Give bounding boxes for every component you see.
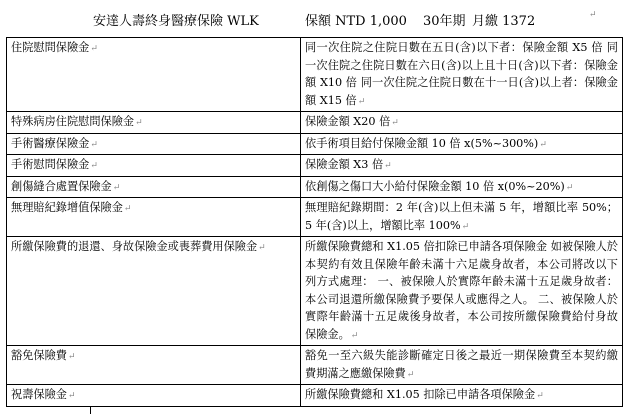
benefit-name-cell (7, 38, 301, 112)
benefit-name-cell (7, 385, 301, 407)
benefit-description: 同一次住院之住院日數在五日(含)以下者：保險金額 X5 倍 同一次住院之住院日數在六日(含)以上且十日(含)以下者：保險金額 X10 倍 同一次住院之住院日數在十一日(含)以上者：保險金額 X15 倍 (305, 41, 618, 107)
paragraph-mark-icon: ↵ (357, 96, 366, 107)
benefit-name: 特殊病房住院慰問保險金 (11, 115, 135, 128)
benefit-row (7, 155, 623, 177)
benefit-row (7, 112, 623, 134)
benefit-description: 保險金額 X3 倍 (305, 158, 384, 171)
benefit-description-cell (301, 38, 623, 112)
benefit-description-cell (301, 237, 623, 346)
benefit-description-cell (301, 155, 623, 177)
benefit-name-cell (7, 346, 301, 385)
paragraph-mark-icon: ↵ (391, 118, 399, 128)
monthly-premium: 月繳 1372 (472, 14, 536, 29)
benefit-description-cell (301, 385, 623, 407)
benefit-description: 所繳保險費總和 X1.05 倍扣除已申請各項保險金 如被保險人於本契約有效且保險年齡未滿十六足歲身故者，本公司將改以下列方式處理： 一、被保險人於實際年齡未滿十五足歲身故者：本公司退還所繳保險費予要保人或應得之人。 二、被保險人於實際年齡滿十五足歲後身故者，本公司按所繳保險費給付身故保險金。 (305, 240, 618, 341)
benefit-description-cell (301, 346, 623, 385)
plan-name: 安達人壽終身醫療保險 WLK (93, 14, 259, 29)
benefit-name-cell (7, 112, 301, 134)
benefit-row (7, 176, 623, 198)
paragraph-mark-icon: ↵ (536, 391, 544, 401)
benefit-name: 所繳保險費的退還、身故保險金或喪葬費用保險金 (11, 240, 258, 253)
benefit-row (7, 385, 623, 407)
benefit-name: 住院慰問保險金 (11, 41, 90, 54)
benefit-description-cell (301, 176, 623, 198)
paragraph-mark-icon: ↵ (67, 391, 76, 401)
benefit-description-cell (301, 112, 623, 134)
benefit-description: 依手術項目給付保險金額 10 倍 x(5%~300%) (305, 136, 539, 150)
benefit-row (7, 237, 623, 346)
paragraph-mark-icon: ↵ (461, 221, 470, 232)
benefit-name: 手術醫療保險金 (11, 136, 90, 150)
paragraph-mark-icon: ↵ (90, 139, 98, 150)
benefit-row (7, 133, 623, 155)
paragraph-mark-icon: ↵ (565, 182, 574, 193)
benefit-name-cell (7, 133, 301, 155)
benefit-description-cell (301, 133, 623, 155)
benefit-name-cell (7, 198, 301, 237)
benefit-name: 創傷縫合處置保險金 (11, 179, 112, 193)
benefit-description: 依創傷之傷口大小給付保險金額 10 倍 x(0%~20%) (305, 179, 565, 193)
benefit-name: 祝壽保險金 (11, 388, 67, 401)
text-cursor (90, 406, 91, 414)
paragraph-mark-icon: ↵ (112, 182, 121, 193)
benefit-row (7, 38, 623, 112)
paragraph-mark-icon: ↵ (90, 161, 98, 171)
benefit-row (7, 198, 623, 237)
paragraph-mark-icon: ↵ (135, 118, 143, 128)
benefits-table (6, 37, 623, 407)
benefit-description-cell (301, 198, 623, 237)
benefit-name: 無理賠紀錄增值保險金 (11, 201, 123, 214)
paragraph-mark-icon: ↵ (589, 10, 597, 20)
sum-insured: 保額 NTD 1,000 (305, 14, 407, 29)
benefit-name-cell (7, 176, 301, 198)
paragraph-mark-icon: ↵ (123, 204, 132, 214)
paragraph-mark-icon: ↵ (384, 161, 392, 171)
benefit-name: 豁免保險費 (11, 349, 67, 362)
benefit-name-cell (7, 237, 301, 346)
benefit-description: 無理賠紀錄期間：2 年(含)以上但未滿 5 年，增額比率 50%；5 年(含)以上，增額比率 100% (305, 201, 618, 232)
paragraph-mark-icon: ↵ (406, 369, 415, 380)
paragraph-mark-icon: ↵ (67, 352, 76, 362)
benefit-description: 所繳保險費總和 X1.05 扣除已申請各項保險金 (305, 388, 536, 401)
paragraph-mark-icon: ↵ (258, 243, 266, 253)
paragraph-mark-icon: ↵ (350, 330, 359, 341)
benefit-name-cell (7, 155, 301, 177)
benefit-description: 豁免一至六級失能診斷確定日後之最近一期保險費至本契約繳費期滿之應繳保險費 (305, 349, 618, 380)
benefit-description: 保險金額 X20 倍 (305, 115, 391, 128)
paragraph-mark-icon: ↵ (90, 44, 98, 54)
benefit-name: 手術慰問保險金 (11, 158, 90, 171)
paragraph-mark-icon: ↵ (539, 139, 547, 150)
document-header (0, 8, 631, 30)
benefit-row (7, 346, 623, 385)
payment-term: 30年期 (423, 14, 466, 29)
